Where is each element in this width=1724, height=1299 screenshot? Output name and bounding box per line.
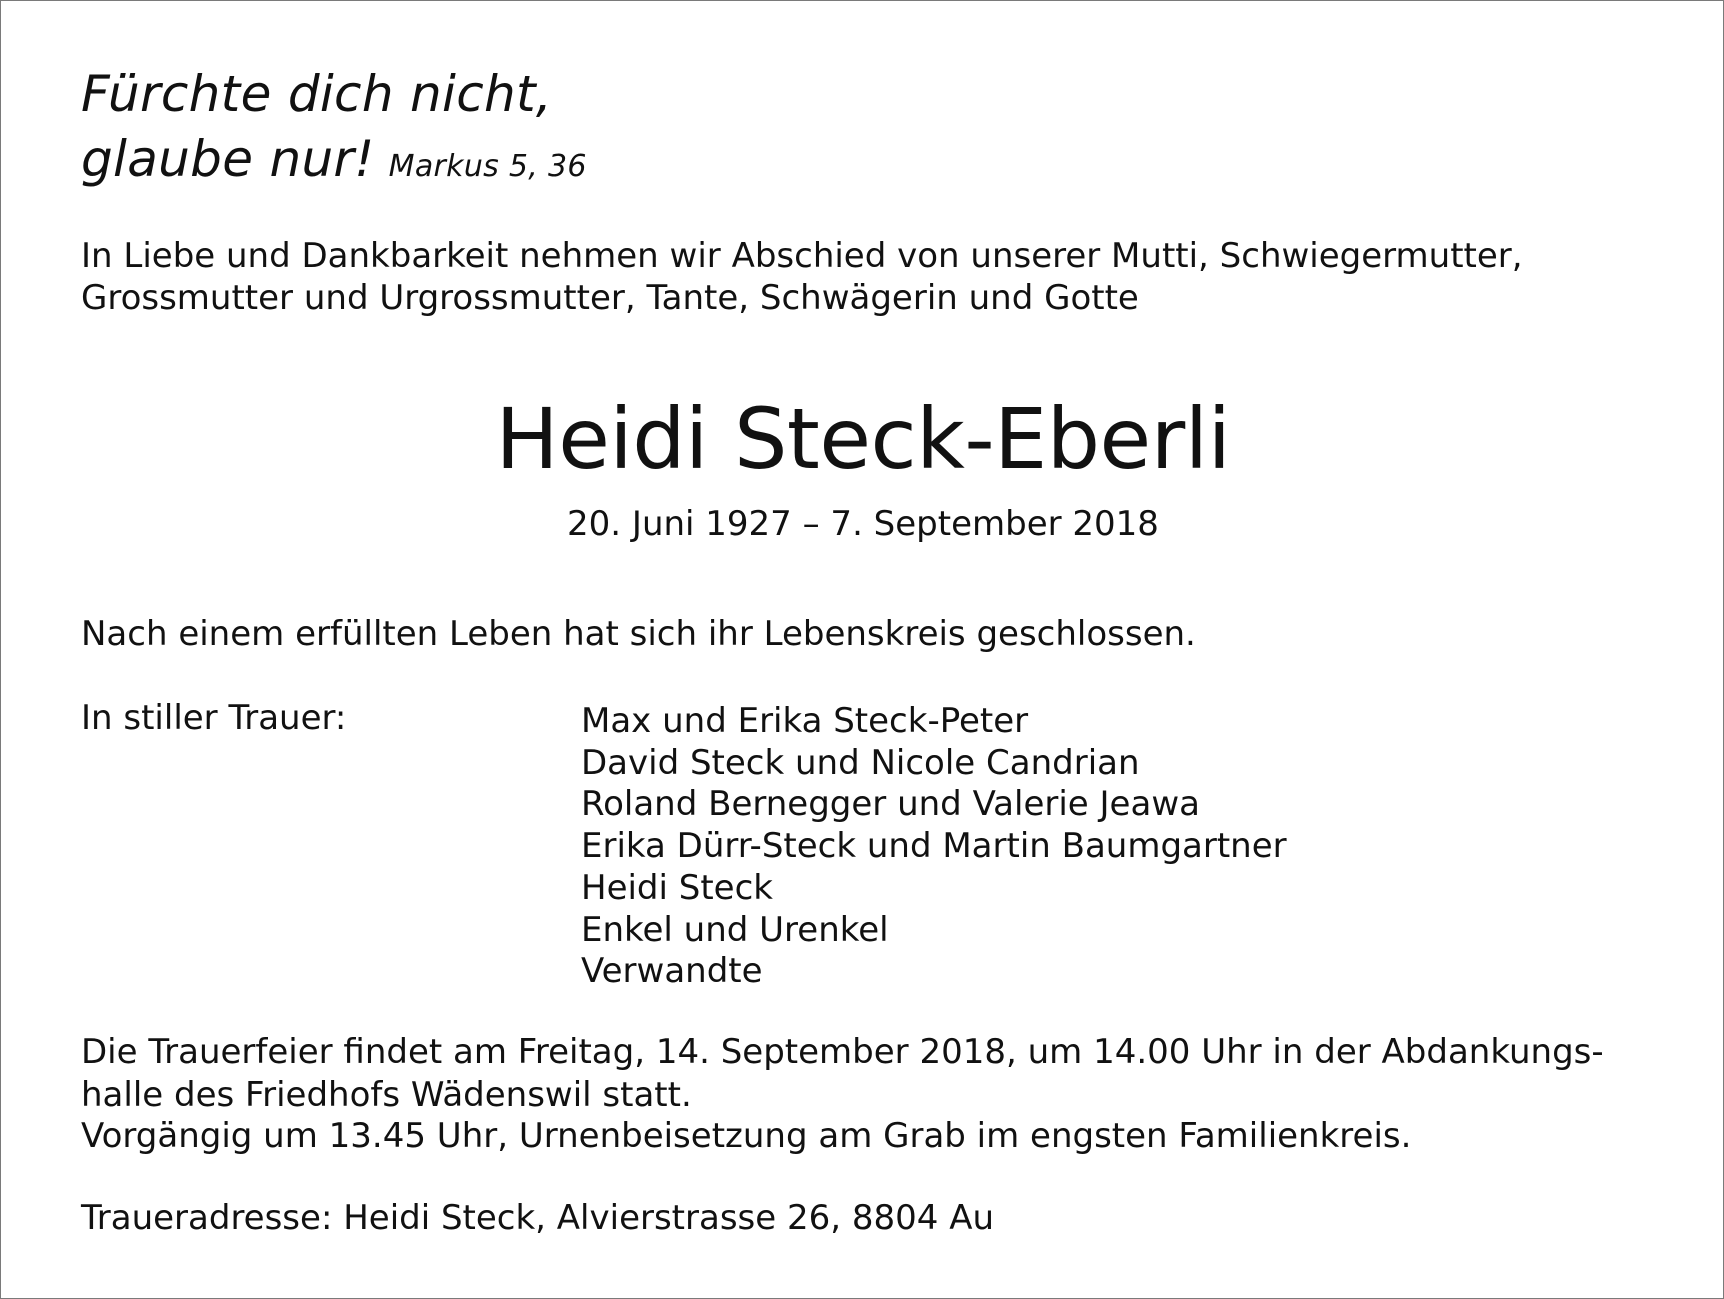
bible-reference: Markus 5, 36 <box>388 149 587 184</box>
closing-line: Nach einem erfüllten Leben hat sich ihr Lebenskreis geschlossen. <box>81 614 1196 654</box>
mourner-name: Enkel und Urenkel <box>581 909 889 950</box>
service-line-2: halle des Friedhofs Wädenswil statt. <box>81 1075 692 1115</box>
mourner-name: David Steck und Nicole Candrian <box>581 742 1140 783</box>
motto-line-2 <box>81 130 587 188</box>
life-dates: 20. Juni 1927 – 7. September 2018 <box>567 504 1159 544</box>
mourner-name: Erika Dürr-Steck und Martin Baumgartner <box>581 826 1287 867</box>
mourner-name: Roland Bernegger und Valerie Jeawa <box>581 784 1200 825</box>
intro-line-2: Grossmutter und Urgrossmutter, Tante, Schwägerin und Gotte <box>81 278 1139 318</box>
mourner-name: Heidi Steck <box>581 867 773 908</box>
deceased-name: Heidi Steck-Eberli <box>495 390 1231 488</box>
intro-line-1: In Liebe und Dankbarkeit nehmen wir Abschied von unserer Mutti, Schwiegermutter, <box>81 236 1523 276</box>
mourning-address: Traueradresse: Heidi Steck, Alvierstrasse 26, 8804 Au <box>81 1198 995 1238</box>
mourners-list <box>581 701 1287 993</box>
motto-line-2-text: glaube nur! <box>81 130 375 188</box>
service-line-1: Die Trauerfeier findet am Freitag, 14. September 2018, um 14.00 Uhr in der Abdankungs- <box>81 1032 1604 1072</box>
mourner-name: Verwandte <box>581 951 763 992</box>
motto-line-1: Fürchte dich nicht, <box>81 65 553 123</box>
mourner-name: Max und Erika Steck-Peter <box>581 701 1029 741</box>
mourning-label: In stiller Trauer: <box>81 698 347 738</box>
service-line-3: Vorgängig um 13.45 Uhr, Urnenbeisetzung am Grab im engsten Familienkreis. <box>81 1116 1412 1156</box>
